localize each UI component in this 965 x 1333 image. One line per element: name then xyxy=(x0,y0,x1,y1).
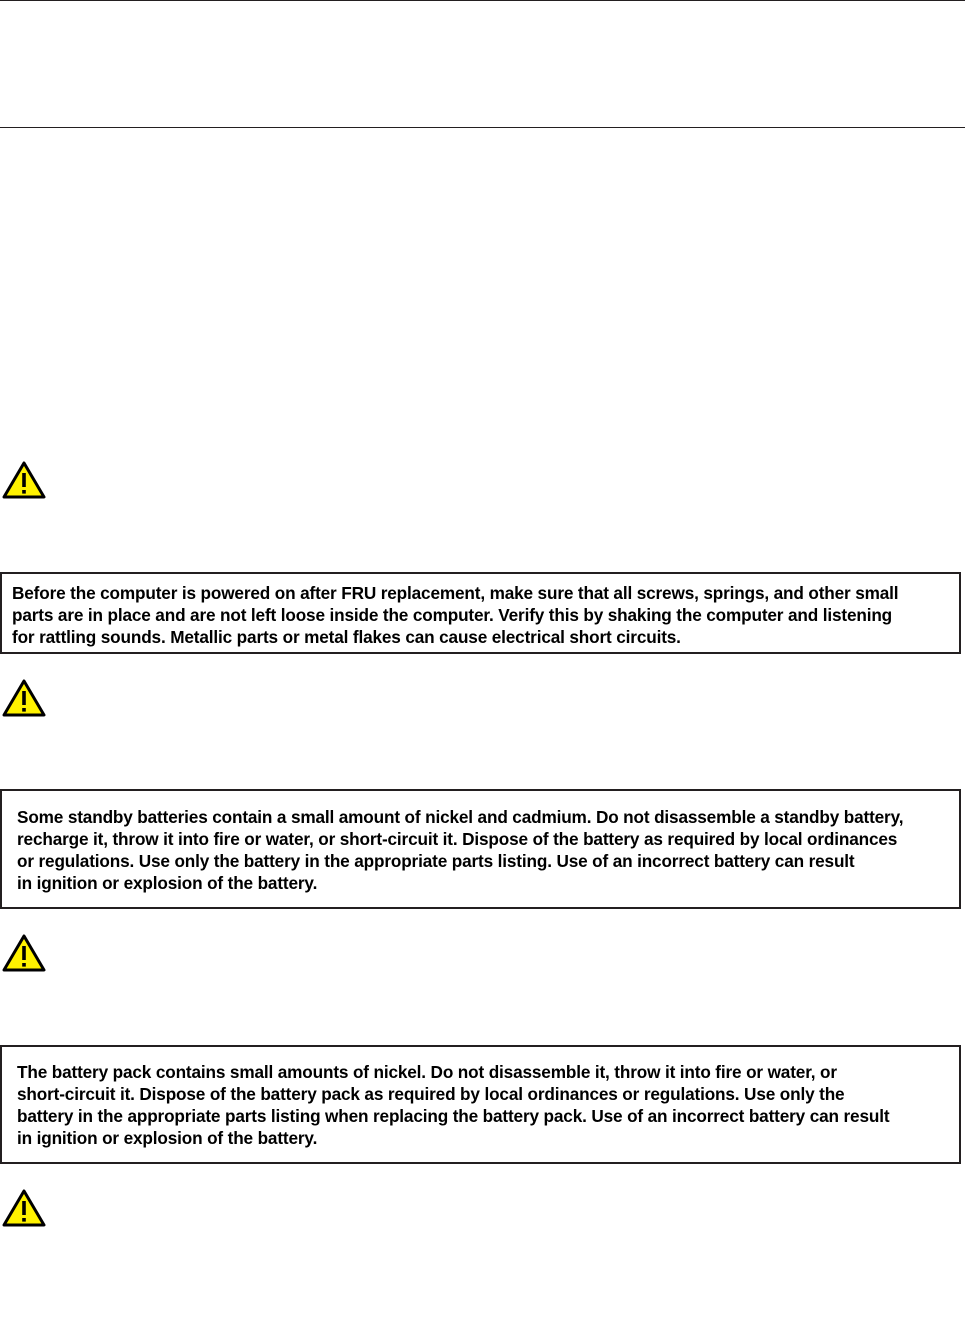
notice-box-battery-pack xyxy=(0,1045,961,1164)
caution-triangle-icon xyxy=(2,934,46,972)
notice-line: for rattling sounds. Metallic parts or metal flakes can cause electrical short circuits. xyxy=(12,627,681,647)
notice-line: Before the computer is powered on after FRU replacement, make sure that all screws, springs, and other small xyxy=(12,583,899,603)
notice-line: The battery pack contains small amounts of nickel. Do not disassemble it, throw it into fire or water, or xyxy=(17,1062,837,1082)
notice-box-standby-batteries xyxy=(0,789,961,909)
notice-line: in ignition or explosion of the battery. xyxy=(17,873,318,893)
notice-line: parts are in place and are not left loose inside the computer. Verify this by shaking the computer and listening xyxy=(12,605,893,625)
caution-triangle-icon xyxy=(2,679,46,717)
notice-line: battery in the appropriate parts listing when replacing the battery pack. Use of an incorrect battery can result xyxy=(17,1106,890,1126)
header-top-rule xyxy=(0,0,965,1)
notice-box-fru-screws xyxy=(0,572,961,654)
notice-line: or regulations. Use only the battery in the appropriate parts listing. Use of an incorrect battery can result xyxy=(17,851,855,871)
notice-line: in ignition or explosion of the battery. xyxy=(17,1128,318,1148)
notice-line: short-circuit it. Dispose of the battery pack as required by local ordinances or regulations. Use only the xyxy=(17,1084,845,1104)
caution-triangle-icon xyxy=(2,461,46,499)
caution-triangle-icon xyxy=(2,1189,46,1227)
notice-line: recharge it, throw it into fire or water, or short-circuit it. Dispose of the battery as required by local ordinances xyxy=(17,829,898,849)
header-bottom-rule xyxy=(0,127,965,128)
notice-line: Some standby batteries contain a small amount of nickel and cadmium. Do not disassemble a standby battery, xyxy=(17,807,904,827)
